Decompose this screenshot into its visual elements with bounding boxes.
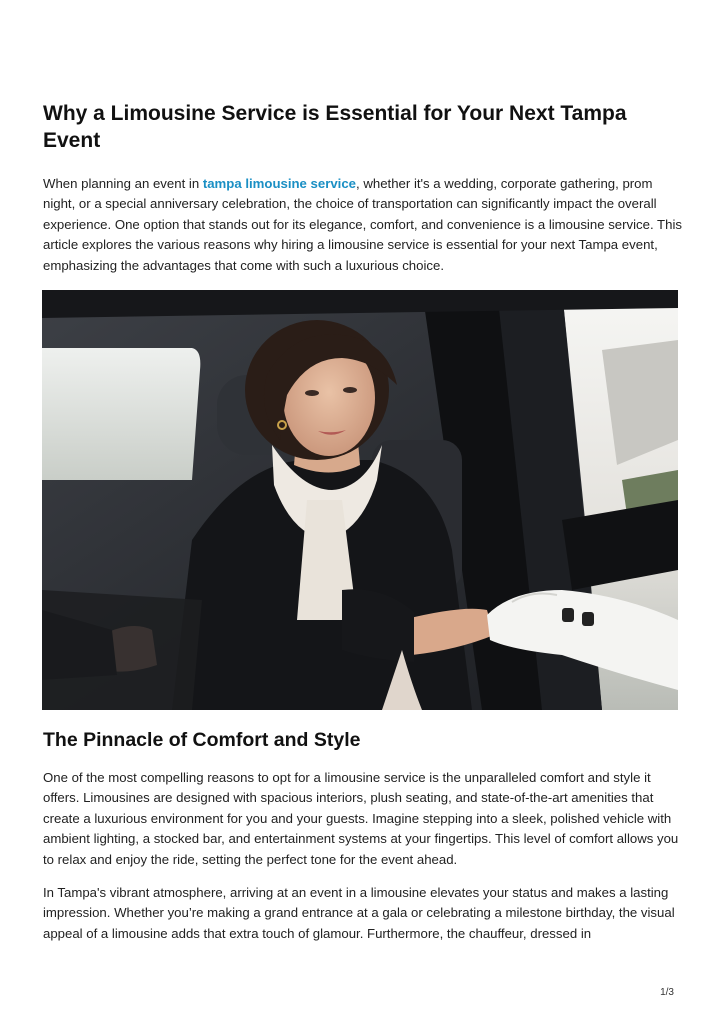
intro-text-start: When planning an event in [43,176,203,191]
hero-photo [42,290,678,710]
section-heading-comfort-style: The Pinnacle of Comfort and Style [43,729,361,751]
intro-paragraph [43,174,683,276]
section-paragraph-1: One of the most compelling reasons to opt for a limousine service is the unparalleled comfort and style it offers. Limousines are designed with spacious interiors, plush seating, and state-of-the-art amenities that create a luxurious environment for you and your guests. Imagine stepping into a sleek, polished vehicle with ambient lighting, a stocked bar, and entertainment systems at your fingertips. This level of comfort allows you to relax and enjoy the ride, setting the perfect tone for the event ahead. [43,770,679,867]
page-number: 1/3 [660,987,674,998]
article-title: Why a Limousine Service is Essential for Your Next Tampa Event [43,102,627,152]
tampa-limousine-service-link[interactable]: tampa limousine service [202,176,357,191]
woman-in-limousine-image [42,290,678,710]
intro-text-end: , whether it's a wedding, corporate gathering, prom night, or a special anniversary celebration, the choice of transportation can significantly impact the overall experience. One option that stands out for its elegance, comfort, and convenience is a limousine service. This article explores the various reasons why hiring a limousine service is essential for your next Tampa event, emphasizing the advantages that come with such a luxurious choice. [43,176,682,273]
section-paragraph-2: In Tampa's vibrant atmosphere, arriving at an event in a limousine elevates your status and makes a lasting impression. Whether you’re making a grand entrance at a gala or celebrating a milestone birthday, the visual appeal of a limousine adds that extra touch of glamour. Furthermore, the chauffeur, dressed in [43,885,675,941]
